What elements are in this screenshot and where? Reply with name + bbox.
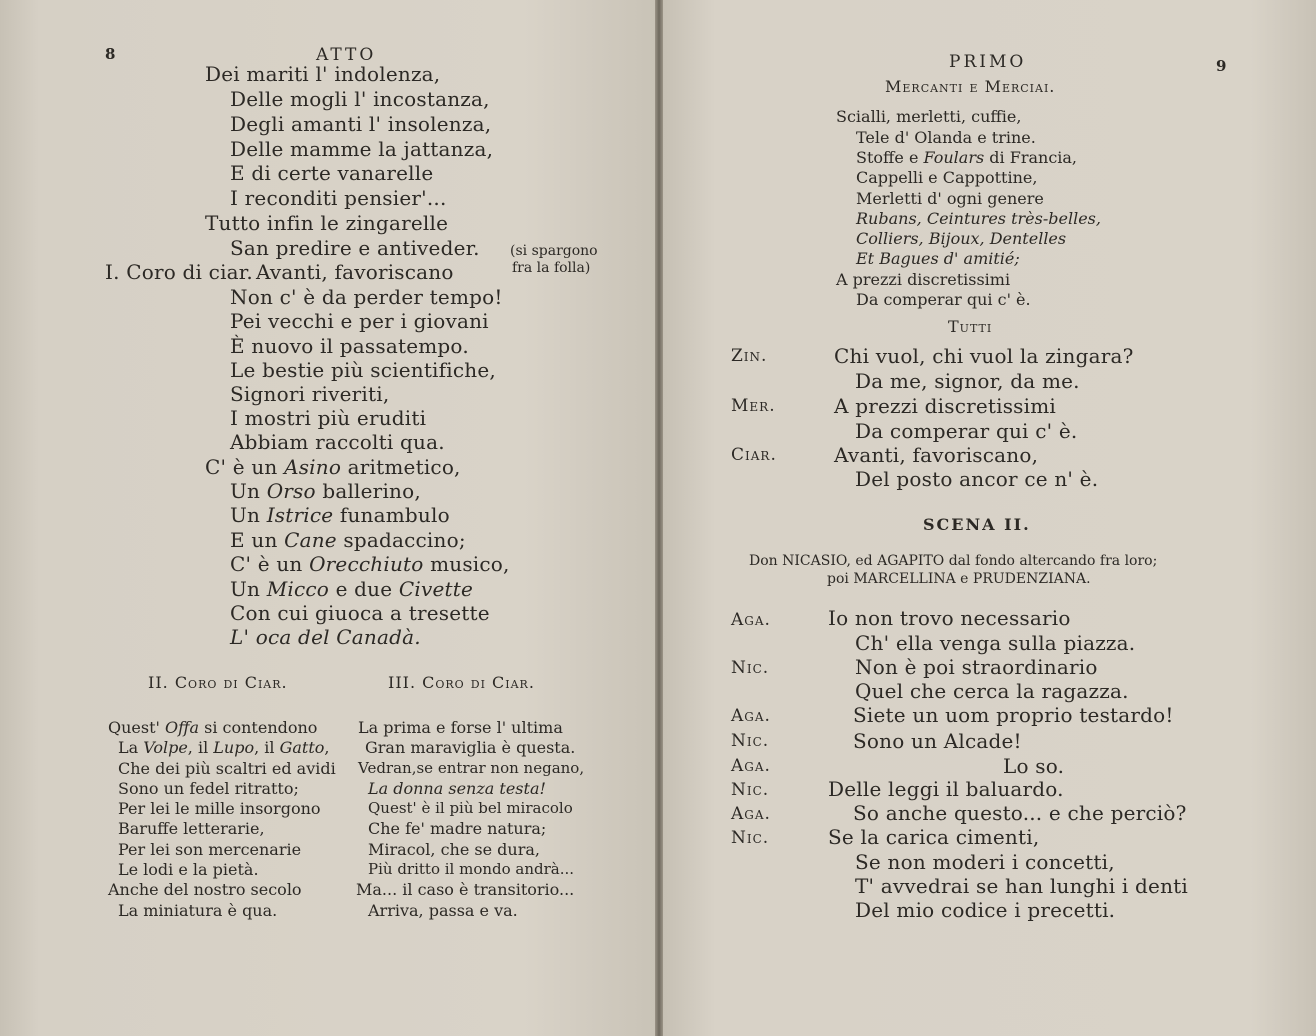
coro-2-line: La Volpe, il Lupo, il Gatto,	[118, 738, 330, 757]
verse-line: Stoffe e Foulars di Francia,	[856, 148, 1078, 167]
dialogue-line: Quel che cerca la ragazza.	[855, 679, 1129, 703]
verse-line: E un Cane spadaccino;	[230, 528, 466, 552]
dialogue-line: Delle leggi il baluardo.	[828, 777, 1064, 801]
speaker-label: Nic.	[731, 658, 770, 678]
verse-line: Delle mogli l' incostanza,	[230, 87, 490, 111]
verse-line: I mostri più eruditi	[230, 406, 427, 430]
scene-description: Don NICASIO, ed AGAPITO dal fondo altercando fra loro;	[749, 553, 1158, 569]
verse-line: Pei vecchi e per i giovani	[230, 309, 489, 333]
dialogue-line: Da comperar qui c' è.	[855, 419, 1078, 443]
dialogue-line: A prezzi discretissimi	[834, 394, 1057, 418]
dialogue-line: Del mio codice i precetti.	[855, 898, 1116, 922]
verse-line: Un Istrice funambulo	[230, 503, 450, 527]
dialogue-line: Da me, signor, da me.	[855, 369, 1080, 393]
coro-3-line: Più dritto il mondo andrà...	[368, 860, 575, 878]
verse-line: Non c' è da perder tempo!	[230, 285, 503, 309]
dialogue-line: Ch' ella venga sulla piazza.	[855, 631, 1136, 655]
speaker-label: Mer.	[731, 396, 776, 416]
speaker-label: Ciar.	[731, 445, 777, 465]
coro-3-heading: III. Coro di Ciar.	[388, 673, 535, 692]
coro-2-line: Per lei son mercenarie	[118, 840, 302, 859]
dialogue-line: Se la carica cimenti,	[828, 825, 1040, 849]
speaker-coro-1: I. Coro di ciar.	[105, 260, 253, 284]
speaker-label: Aga.	[731, 706, 771, 726]
verse-line: Le bestie più scientifiche,	[230, 358, 496, 382]
scene-description: poi MARCELLINA e PRUDENZIANA.	[827, 571, 1091, 587]
verse-line: Scialli, merletti, cuffie,	[836, 107, 1022, 126]
verse-line: Avanti, favoriscano	[256, 260, 454, 284]
verse-line: Delle mamme la jattanza,	[230, 137, 494, 161]
running-header-left: ATTO	[316, 45, 377, 65]
verse-line: Da comperar qui c' è.	[856, 290, 1031, 309]
speaker-label: Aga.	[731, 610, 771, 630]
speaker-tutti: Tutti	[948, 317, 993, 336]
verse-line: È nuovo il passatempo.	[230, 334, 469, 358]
verse-line: Rubans, Ceintures très-belles,	[856, 209, 1101, 228]
page-number-right: 9	[1216, 57, 1227, 75]
speaker-label: Aga.	[731, 804, 771, 824]
coro-3-line: Miracol, che se dura,	[368, 840, 540, 859]
coro-2-line: Le lodi e la pietà.	[118, 860, 259, 879]
page-number-left: 8	[105, 45, 116, 63]
speaker-label: Zin.	[731, 346, 768, 366]
coro-2-line: Per lei le mille insorgono	[118, 799, 321, 818]
dialogue-line: Se non moderi i concetti,	[855, 850, 1115, 874]
verse-line: E di certe vanarelle	[230, 161, 434, 185]
coro-2-line: Che dei più scaltri ed avidi	[118, 759, 336, 778]
book-gutter	[655, 0, 663, 1036]
verse-line: Dei mariti l' indolenza,	[205, 62, 441, 86]
coro-3-line: Quest' è il più bel miracolo	[368, 799, 573, 817]
verse-line: Degli amanti l' insolenza,	[230, 112, 492, 136]
verse-line: Tutto infin le zingarelle	[205, 211, 449, 235]
stage-direction: fra la folla)	[512, 260, 591, 276]
coro-2-line: Baruffe letterarie,	[118, 819, 265, 838]
speaker-mercanti: Mercanti e Merciai.	[885, 77, 1056, 96]
coro-2-line: Quest' Offa si contendono	[108, 718, 318, 737]
verse-line: Con cui giuoca a tresette	[230, 601, 490, 625]
dialogue-line: Non è poi straordinario	[855, 655, 1098, 679]
coro-3-line: La prima e forse l' ultima	[358, 718, 563, 737]
dialogue-line: Lo so.	[1003, 754, 1065, 778]
scene-heading: SCENA II.	[923, 515, 1031, 534]
verse-line: Un Micco e due Civette	[230, 577, 474, 601]
left-page	[0, 0, 655, 1036]
running-header-right: PRIMO	[949, 52, 1027, 72]
verse-line: Merletti d' ogni genere	[856, 189, 1044, 208]
verse-line: Et Bagues d' amitié;	[856, 249, 1020, 268]
dialogue-line: Avanti, favoriscano,	[834, 443, 1039, 467]
dialogue-line: Io non trovo necessario	[828, 606, 1071, 630]
verse-line: San predire e antiveder.	[230, 236, 480, 260]
right-page	[663, 0, 1316, 1036]
coro-2-line: La miniatura è qua.	[118, 901, 278, 920]
speaker-label: Nic.	[731, 731, 770, 751]
dialogue-line: Chi vuol, chi vuol la zingara?	[834, 344, 1134, 368]
speaker-label: Nic.	[731, 780, 770, 800]
coro-3-line: Vedran,se entrar non negano,	[358, 759, 585, 777]
coro-2-heading: II. Coro di Ciar.	[148, 673, 288, 692]
dialogue-line: Sono un Alcade!	[853, 729, 1022, 753]
verse-line: L' oca del Canadà.	[230, 625, 421, 649]
verse-line: C' è un Asino aritmetico,	[205, 455, 461, 479]
verse-line: I reconditi pensier'...	[230, 186, 447, 210]
coro-3-line: Ma... il caso è transitorio...	[356, 880, 575, 899]
coro-2-line: Sono un fedel ritratto;	[118, 779, 299, 798]
verse-line: Cappelli e Cappottine,	[856, 168, 1038, 187]
coro-3-line: La donna senza testa!	[368, 779, 546, 798]
verse-line: Signori riveriti,	[230, 382, 390, 406]
coro-3-line: Che fe' madre natura;	[368, 819, 547, 838]
stage-direction: (si spargono	[510, 243, 598, 259]
coro-3-line: Arriva, passa e va.	[368, 901, 518, 920]
coro-3-line: Gran maraviglia è questa.	[365, 738, 576, 757]
verse-line: A prezzi discretissimi	[836, 270, 1011, 289]
verse-line: C' è un Orecchiuto musico,	[230, 552, 510, 576]
coro-2-line: Anche del nostro secolo	[108, 880, 302, 899]
speaker-label: Aga.	[731, 756, 771, 776]
verse-line: Tele d' Olanda e trine.	[856, 128, 1036, 147]
dialogue-line: So anche questo... e che perciò?	[853, 801, 1187, 825]
dialogue-line: Siete un uom proprio testardo!	[853, 703, 1174, 727]
verse-line: Colliers, Bijoux, Dentelles	[856, 229, 1067, 248]
dialogue-line: T' avvedrai se han lunghi i denti	[855, 874, 1188, 898]
speaker-label: Nic.	[731, 828, 770, 848]
dialogue-line: Del posto ancor ce n' è.	[855, 467, 1099, 491]
verse-line: Abbiam raccolti qua.	[230, 430, 445, 454]
verse-line: Un Orso ballerino,	[230, 479, 421, 503]
